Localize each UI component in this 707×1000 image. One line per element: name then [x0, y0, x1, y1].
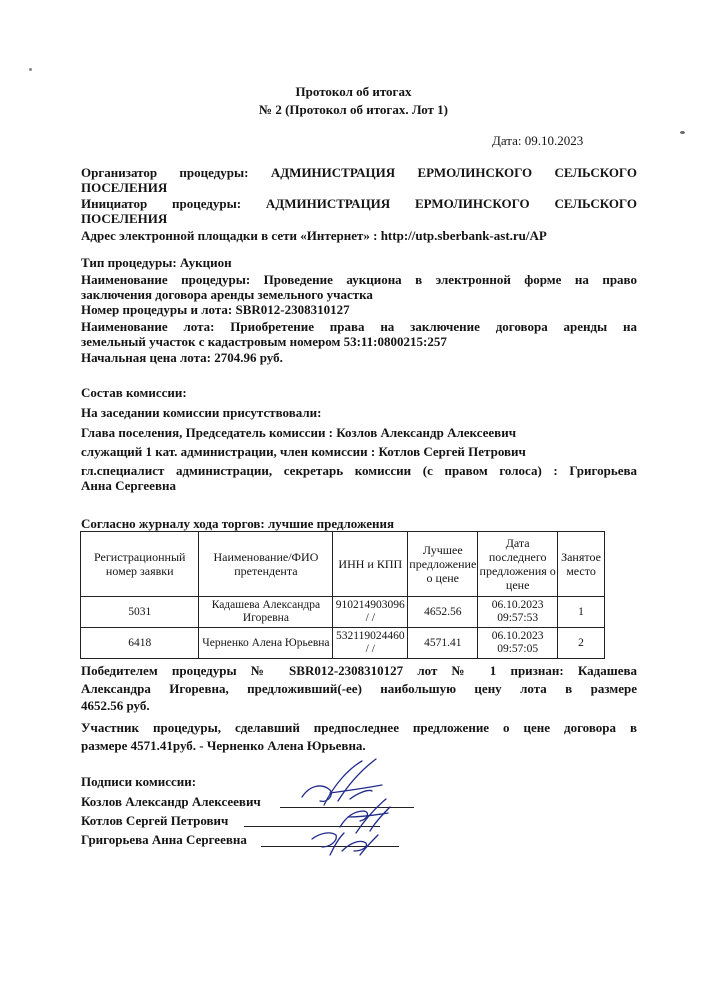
handwritten-signatures — [290, 755, 430, 865]
start-price: Начальная цена лота: 2704.96 руб. — [81, 350, 283, 365]
cell-reg-number: 6418 — [81, 628, 199, 659]
winner-statement: Победителем процедуры № SBR012-2308310127 лот № 1 признан: Кадашева — [81, 663, 637, 678]
scan-speck — [680, 131, 685, 134]
organizer-line: Организатор процедуры: АДМИНИСТРАЦИЯ ЕРМОЛИНСКОГО СЕЛЬСКОГО — [81, 165, 637, 180]
bids-table — [80, 531, 605, 659]
procedure-name: Наименование процедуры: Проведение аукциона в электронной форме на право — [81, 272, 637, 287]
bids-header-row — [81, 532, 605, 597]
platform-address: Адрес электронной площадки в сети «Интернет» : http://utp.sberbank-ast.ru/AP — [81, 228, 547, 243]
initiator-line-cont: ПОСЕЛЕНИЯ — [81, 211, 168, 226]
cell-inn-kpp: 532119024460 / / — [333, 628, 408, 659]
document-subtitle: № 2 (Протокол об итогах. Лот 1) — [259, 102, 448, 117]
lot-name: Наименование лота: Приобретение права на заключение договора аренды на — [81, 319, 637, 334]
document-title: Протокол об итогах — [295, 84, 412, 99]
scan-speck — [29, 68, 32, 71]
col-header-best-offer: Лучшее предложение о цене — [408, 532, 478, 597]
signatures-heading: Подписи комиссии: — [81, 774, 197, 789]
commission-member-secretary-cont: Анна Сергеевна — [81, 478, 176, 493]
procedure-name-cont: заключения договора аренды земельного участка — [81, 287, 373, 302]
cell-place: 1 — [558, 597, 605, 628]
signatory-name: Котлов Сергей Петрович — [81, 813, 229, 828]
document-date: Дата: 09.10.2023 — [492, 133, 584, 148]
col-header-applicant: Наименование/ФИО претендента — [199, 532, 333, 597]
cell-reg-number: 5031 — [81, 597, 199, 628]
commission-member-chair: Глава поселения, Председатель комиссии : Козлов Александр Алексеевич — [81, 425, 517, 440]
procedure-number: Номер процедуры и лота: SBR012-2308310127 — [81, 302, 350, 317]
bids-caption: Согласно журналу хода торгов: лучшие предложения — [81, 516, 395, 531]
table-row — [81, 597, 605, 628]
cell-applicant: Черненко Алена Юрьевна — [199, 628, 333, 659]
cell-best-offer: 4652.56 — [408, 597, 478, 628]
col-header-last-offer-date: Дата последнего предложения о цене — [478, 532, 558, 597]
cell-inn-kpp: 910214903096 / / — [333, 597, 408, 628]
second-place-statement: Участник процедуры, сделавший предпоследнее предложение о цене договора в — [81, 720, 637, 735]
col-header-inn-kpp: ИНН и КПП — [333, 532, 408, 597]
lot-name-cont: земельный участок с кадастровым номером 53:11:0800215:257 — [81, 334, 447, 349]
table-row — [81, 628, 605, 659]
commission-member-member: служащий 1 кат. администрации, член комиссии : Котлов Сергей Петрович — [81, 444, 526, 459]
cell-best-offer: 4571.41 — [408, 628, 478, 659]
col-header-reg-number: Регистрационный номер заявки — [81, 532, 199, 597]
cell-applicant: Кадашева Александра Игоревна — [199, 597, 333, 628]
organizer-line-cont: ПОСЕЛЕНИЯ — [81, 180, 168, 195]
cell-last-offer-date: 06.10.2023 09:57:53 — [478, 597, 558, 628]
signatory-name: Козлов Александр Алексеевич — [81, 794, 261, 809]
second-place-statement-cont: размере 4571.41руб. - Черненко Алена Юрьевна. — [81, 738, 366, 753]
col-header-place: Занятое место — [558, 532, 605, 597]
cell-place: 2 — [558, 628, 605, 659]
cell-last-offer-date: 06.10.2023 09:57:05 — [478, 628, 558, 659]
initiator-line: Инициатор процедуры: АДМИНИСТРАЦИЯ ЕРМОЛИНСКОГО СЕЛЬСКОГО — [81, 196, 637, 211]
commission-heading: Состав комиссии: — [81, 385, 187, 400]
procedure-type: Тип процедуры: Аукцион — [81, 255, 232, 270]
winner-statement-cont: Александра Игоревна, предложивший(-ее) наибольшую цену лота в размере — [81, 681, 637, 696]
commission-member-secretary: гл.специалист администрации, секретарь комиссии (с правом голоса) : Григорьева — [81, 463, 637, 478]
signatory-name: Григорьева Анна Сергеевна — [81, 832, 247, 847]
commission-present: На заседании комиссии присутствовали: — [81, 405, 322, 420]
winner-price: 4652.56 руб. — [81, 698, 150, 713]
